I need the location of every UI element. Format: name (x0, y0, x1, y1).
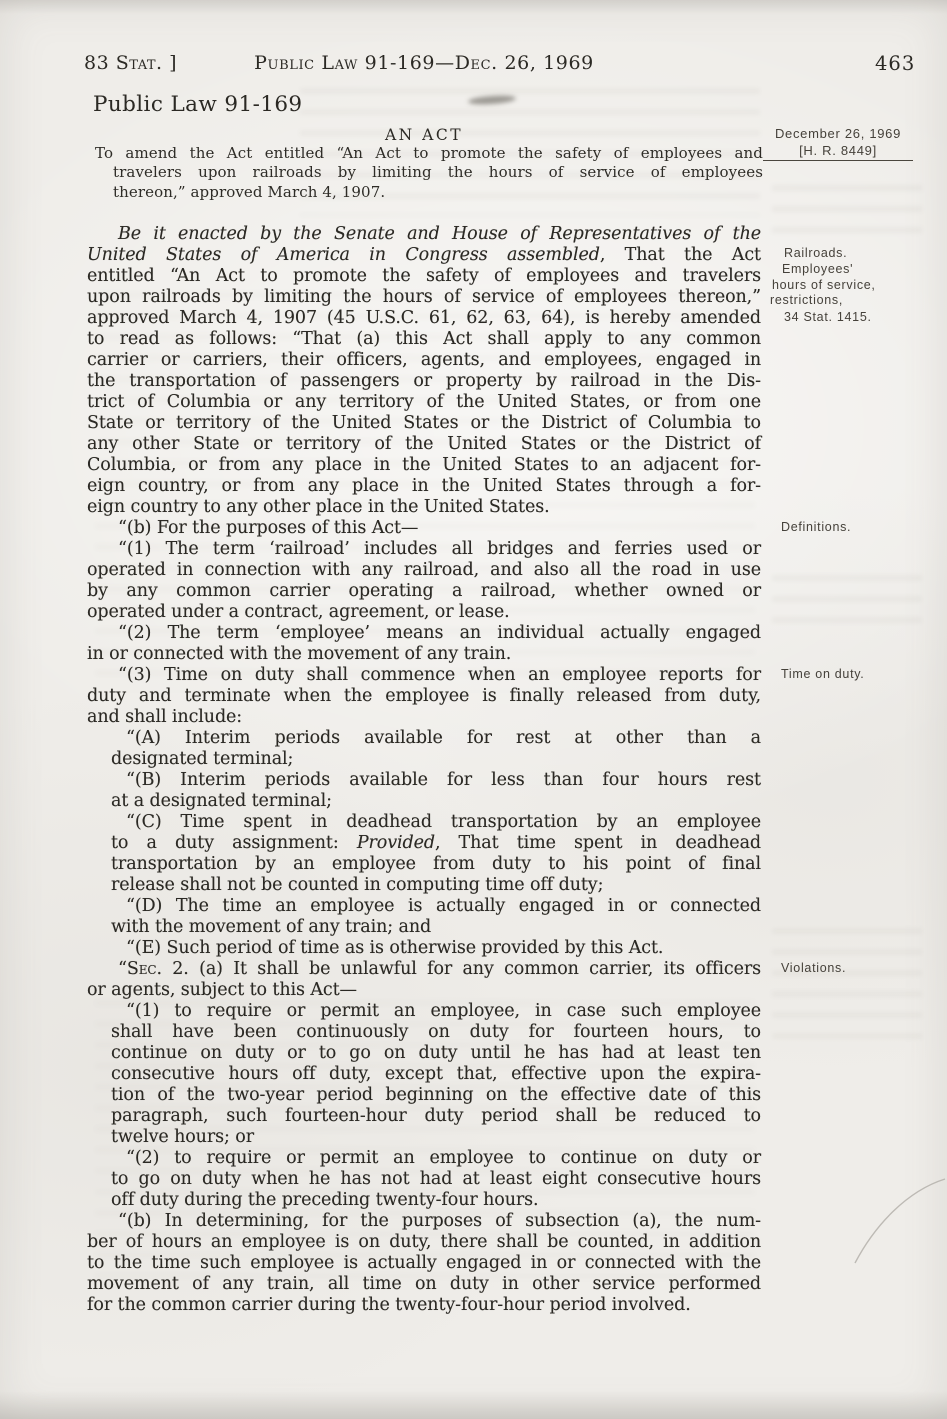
text-line: “(D) The time an employee is actually engaged in or connected (126, 896, 761, 916)
running-head-title: Public Law 91-169—Dec. 26, 1969 (254, 52, 594, 74)
paragraph (87, 896, 761, 938)
text-line: the transportation of passengers or property by railroad in the Dis- (87, 371, 761, 391)
text-line: ber of hours an employee is on duty, there shall be counted, in addition (87, 1232, 761, 1252)
text-line: to the time such employee is actually engaged in or connected with the (87, 1253, 761, 1273)
paragraph (87, 224, 761, 518)
text-line: shall have been continuously on duty for fourteen hours, to (111, 1022, 761, 1042)
text-line: Columbia, or from any place in the United States to an adjacent for- (87, 455, 761, 475)
text-line: “(E) Such period of time as is otherwise provided by this Act. (126, 938, 664, 958)
text-line: “(2) to require or permit an employee to continue on duty or (126, 1148, 761, 1168)
page-number: 463 (875, 52, 916, 75)
paragraph (87, 623, 761, 665)
text-line: carrier or carriers, their officers, agents, and employees, engaged in (87, 350, 761, 370)
text-line: any other State or territory of the United States or the District of (87, 434, 761, 454)
text-line (87, 959, 761, 980)
text-segment: 2. (a) It shall be unlawful for any common carrier, its officers (161, 959, 761, 979)
text-segment: , That the Act (599, 245, 761, 265)
sidenote-bill-number: [H. R. 8449] (799, 142, 877, 158)
text-line: 34 Stat. 1415. (784, 310, 872, 325)
bleedthrough-ghost (772, 928, 922, 1046)
preamble (95, 144, 763, 202)
text-line: “(A) Interim periods available for rest at other than a (126, 728, 761, 748)
text-segment: Be it enacted by the Senate and House of Representatives of the (118, 224, 761, 244)
text-line (87, 245, 761, 266)
paragraph (87, 812, 761, 896)
text-line: “(2) The term ‘employee’ means an individual actually engaged (118, 623, 761, 643)
text-line: operated in connection with any railroad, and also all the road in use (87, 560, 761, 580)
text-line: travelers upon railroads by limiting the hours of service of employees (113, 163, 763, 182)
paragraph (87, 1001, 761, 1148)
text-line: in or connected with the movement of any train. (87, 644, 512, 664)
text-line: State or territory of the United States or the District of Columbia to (87, 413, 761, 433)
text-line: and shall include: (87, 707, 243, 727)
text-line: “(C) Time spent in deadhead transportation by an employee (126, 812, 761, 832)
paragraph (87, 665, 761, 728)
text-line: “(b) For the purposes of this Act— (118, 518, 419, 538)
text-line: at a designated terminal; (111, 791, 332, 811)
text-line: “(1) to require or permit an employee, in case such employee (126, 1001, 761, 1021)
volume-citation: 83 Stat. ] (84, 52, 178, 74)
text-line: release shall not be counted in computing time off duty; (111, 875, 604, 895)
body-text (87, 224, 761, 1316)
page-bottom-edge-shading (0, 1391, 947, 1419)
text-line: off duty during the preceding twenty-four hours. (111, 1190, 539, 1210)
sidenote-violations: Violations. (781, 961, 847, 975)
paragraph (87, 518, 761, 539)
text-line (87, 224, 761, 245)
sidenote-time-on-duty: Time on duty. (781, 667, 865, 681)
text-line: “(3) Time on duty shall commence when an employee reports for (118, 665, 761, 685)
text-line: continue on duty or to go on duty until he has had at least ten (111, 1043, 761, 1063)
text-line: transportation by an employee from duty to his point of final (111, 854, 761, 874)
text-line: restrictions, (770, 293, 844, 308)
text-line: thereon,” approved March 4, 1907. (113, 182, 386, 201)
sidenote-rule (763, 160, 913, 161)
text-line: consecutive hours off duty, except that, effective upon the expira- (111, 1064, 761, 1084)
text-line: Employees' (782, 261, 854, 276)
text-line: or agents, subject to this Act— (87, 980, 357, 1000)
ink-smudge (468, 94, 516, 105)
sidenote-definitions: Definitions. (781, 520, 852, 534)
text-segment: United States of America in Congress assembled (87, 245, 600, 265)
text-segment: , That time spent in deadhead (434, 833, 762, 853)
text-line: to read as follows: “That (a) this Act shall apply to any common (87, 329, 761, 349)
text-line: “(1) The term ‘railroad’ includes all bridges and ferries used or (118, 539, 761, 559)
scan-hair-artifact (845, 1165, 947, 1265)
text-line: twelve hours; or (111, 1127, 254, 1147)
text-line: upon railroads by limiting the hours of service of employees thereon,” (87, 287, 761, 307)
text-line (87, 833, 761, 854)
text-line: trict of Columbia or any territory of the United States, or from one (87, 392, 761, 412)
text-line: with the movement of any train; and (111, 917, 432, 937)
sidenote-date (763, 126, 913, 159)
text-segment: “ (118, 959, 127, 979)
paragraph (87, 1211, 761, 1316)
text-line: entitled “An Act to promote the safety of employees and travelers (87, 266, 761, 286)
text-line: tion of the two-year period beginning on the effective date of this (111, 1085, 761, 1105)
bleedthrough-ghost (772, 185, 922, 243)
text-line: paragraph, such fourteen-hour duty period shall be reduced to (111, 1106, 761, 1126)
page-top-edge-shading (0, 0, 947, 14)
text-line: hours of service, (772, 277, 876, 292)
bleedthrough-ghost (772, 575, 922, 623)
text-line: Railroads. (784, 246, 848, 260)
paragraph (87, 539, 761, 623)
paragraph (87, 938, 761, 959)
text-line: “(b) In determining, for the purposes of subsection (a), the num- (118, 1211, 761, 1231)
text-segment: Sec. (126, 959, 162, 979)
text-line: to go on duty when he has not had at least eight consecutive hours (111, 1169, 761, 1189)
text-line: approved March 4, 1907 (45 U.S.C. 61, 62, 63, 64), is hereby amended (87, 308, 761, 328)
text-line: eign country to any other place in the United States. (87, 497, 550, 517)
paragraph (87, 959, 761, 1001)
paragraph (87, 728, 761, 770)
text-line: for the common carrier during the twenty-four-hour period involved. (87, 1295, 691, 1315)
text-line: by any common carrier operating a railroad, whether owned or (87, 581, 761, 601)
text-line: operated under a contract, agreement, or lease. (87, 602, 510, 622)
paragraph (87, 770, 761, 812)
text-line: eign country, or from any place in the United States through a for- (87, 476, 761, 496)
text-line: designated terminal; (111, 749, 294, 769)
text-segment: to a duty assignment: (111, 833, 357, 853)
sidenote-railroads (770, 246, 935, 326)
text-line: duty and terminate when the employee is finally released from duty, (87, 686, 761, 706)
text-line: “(B) Interim periods available for less than four hours rest (126, 770, 761, 790)
law-title: Public Law 91-169 (93, 92, 303, 117)
paragraph (87, 1148, 761, 1211)
act-heading: AN ACT (384, 126, 464, 144)
text-segment: Provided (356, 833, 435, 853)
text-line: To amend the Act entitled “An Act to promote the safety of employees and (95, 144, 763, 162)
sidenote-date-line: December 26, 1969 (774, 126, 902, 141)
text-line: movement of any train, all time on duty in other service performed (87, 1274, 761, 1294)
